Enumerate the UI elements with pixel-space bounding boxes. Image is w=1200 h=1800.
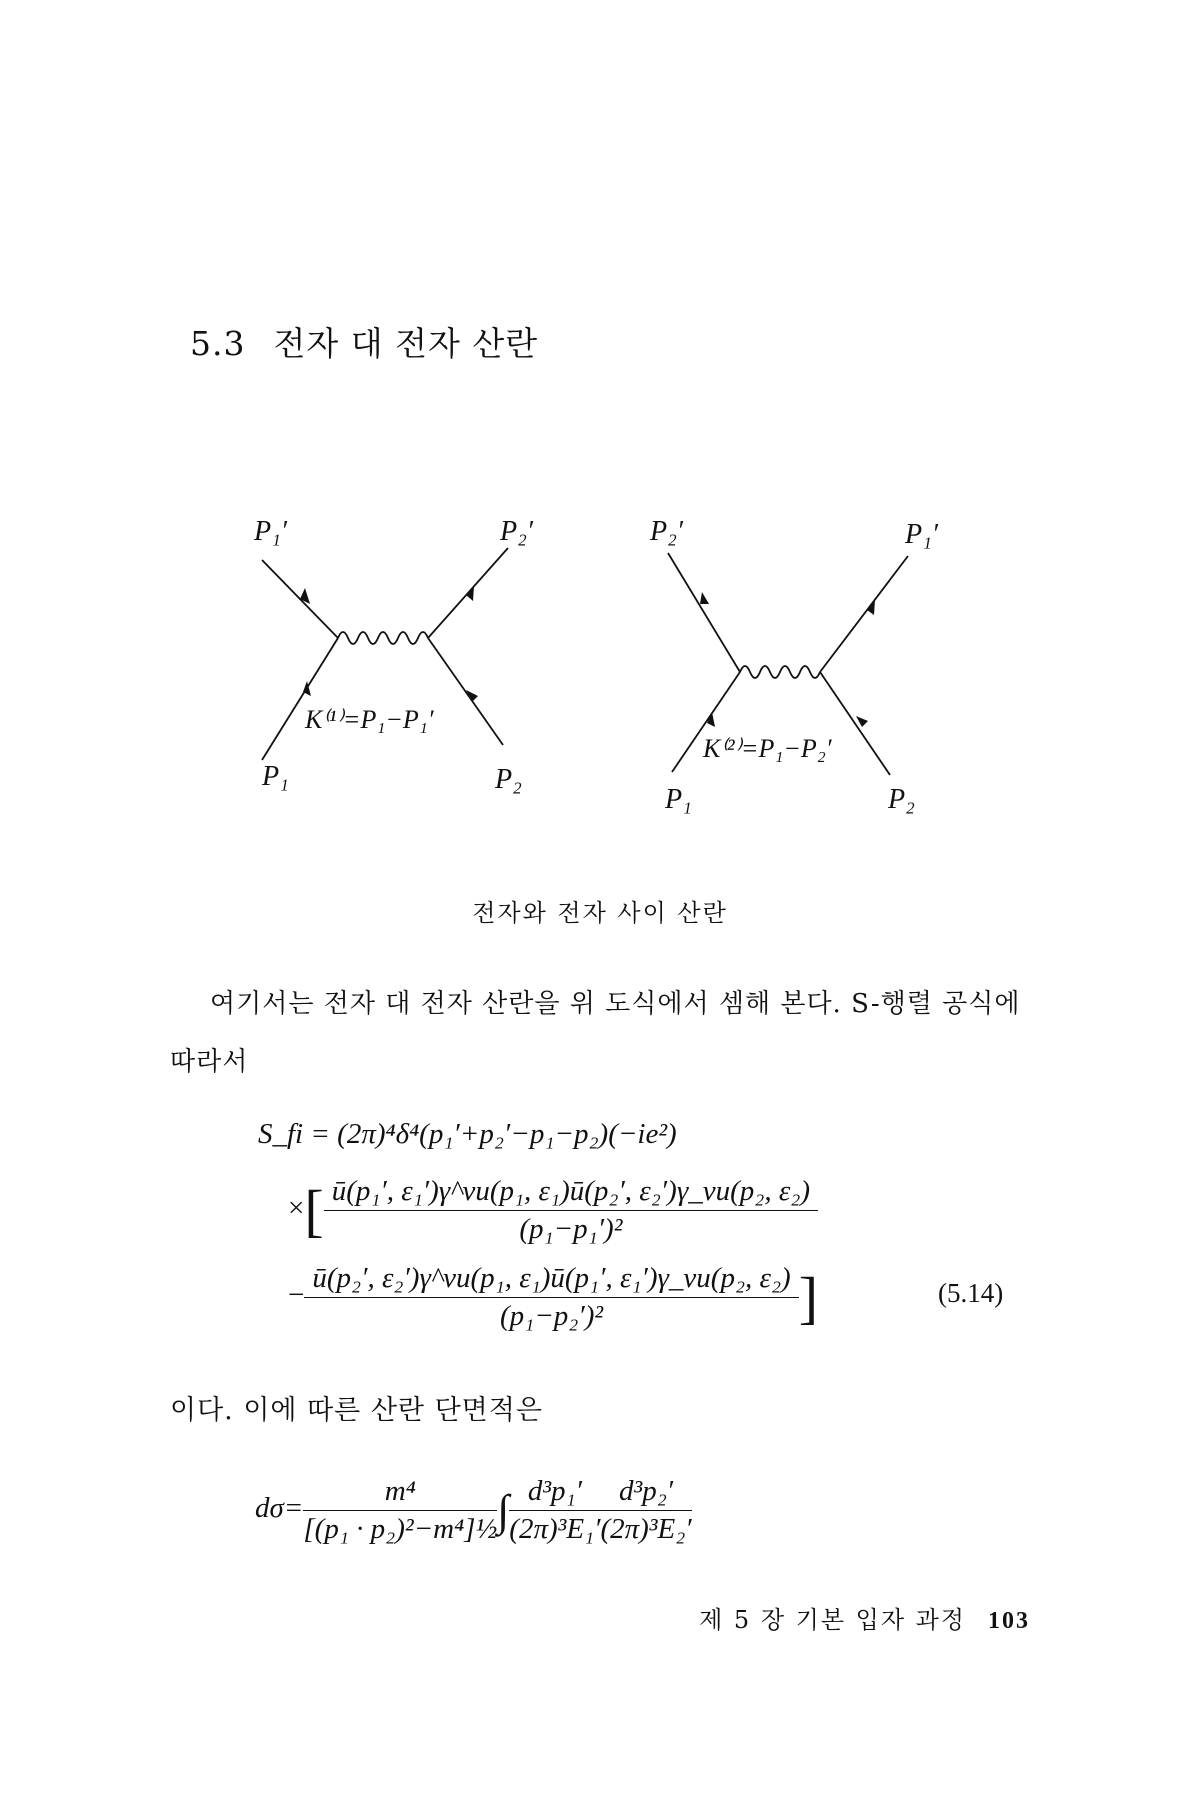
photon-wavy-line-left [338, 632, 428, 644]
fraction-1-numerator: m⁴ [303, 1475, 497, 1511]
cross-section-fraction-1 [303, 1475, 497, 1546]
equation-term-2: − $\frac{\text{ū(p₂′, ε₂′)γ\textasciicircum{}νu(p₁, ε₁)ū(p₁′, ε₁′)γ\_νu(p₂, ε₂)}}{\text{(p₁−p₂′)²}}$ ] [288, 1262, 819, 1332]
section-number: 5.3 [190, 324, 246, 363]
photon-wavy-line-right [740, 666, 820, 678]
feynman-diagrams [0, 0, 1200, 880]
fraction-2-numerator: d³p₁′ [509, 1475, 600, 1511]
fraction-1-denominator: [(p₁ · p₂)²−m⁴]½ [303, 1513, 498, 1545]
fraction-term-2 [304, 1262, 798, 1333]
diagram-right [649, 516, 939, 815]
term-1-denominator: (p₁−p₁′)² [519, 1213, 623, 1245]
term-2-numerator: ū(p₂′, ε₂′)γ^νu(p₁, ε₁)ū(p₁′, ε₁′)γ_νu(p₂, ε₂) [304, 1262, 798, 1298]
electron-line-top-right [820, 556, 908, 672]
electron-line-top-left [668, 553, 740, 672]
term-2-denominator: (p₁−p₂′)² [499, 1300, 604, 1332]
fraction-term-1 [324, 1175, 818, 1246]
fraction-3-numerator: d³p₂′ [600, 1475, 691, 1511]
right-bracket: ] [798, 1265, 819, 1330]
label-bottom-right: P₂ [888, 784, 915, 815]
left-bracket: [ [304, 1178, 324, 1243]
fraction-3-denominator: (2π)³E₂′ [600, 1513, 692, 1545]
momentum-label-right: K⁽²⁾=P₁−P₂′ [703, 734, 832, 763]
electron-line-bottom-right [428, 638, 503, 745]
equation-term-1: ×[ $\frac{\text{ū(p₁′, ε₁′)γ\textasciicircum{}νu(p₁, ε₁)ū(p₂′, ε₂′)γ\_νu(p₂, ε₂)}}{\text{(p₁−p₁′)²}}$ [288, 1175, 818, 1246]
label-top-right: P₁′ [905, 519, 938, 550]
cross-section-fraction-2 [509, 1475, 600, 1546]
section-title: 전자 대 전자 산란 [273, 324, 539, 363]
term-1-numerator: ū(p₁′, ε₁′)γ^νu(p₁, ε₁)ū(p₂′, ε₂′)γ_νu(p₂, ε₂) [324, 1175, 818, 1211]
label-bottom-left: P₁ [665, 784, 692, 815]
momentum-label-left: K⁽¹⁾=P₁−P₁′ [305, 705, 434, 734]
page-footer [699, 1600, 1030, 1635]
arrow-bottom-right [856, 716, 868, 727]
cross-section-fraction-3 [600, 1475, 691, 1546]
label-bottom-right: P₂ [495, 764, 522, 795]
diagram-left [253, 516, 534, 795]
paragraph-1 [170, 975, 1030, 1091]
paragraph-1-text: 여기서는 전자 대 전자 산란을 위 도식에서 셈해 본다. S-행렬 공식에 따라서 [170, 989, 1021, 1077]
integral-sign: ∫ [497, 1486, 510, 1535]
figure-caption: 전자와 전자 사이 산란 [472, 899, 728, 927]
label-top-left: P₂′ [650, 516, 683, 547]
paragraph-2: 이다. 이에 따른 산란 단면적은 [170, 1395, 543, 1426]
label-top-left: P₁′ [254, 516, 287, 547]
chapter-title: 제 5 장 기본 입자 과정 [699, 1606, 966, 1634]
equation-line-1: S_fi = (2π)⁴δ⁴(p₁′+p₂′−p₁−p₂)(−ie²) [258, 1118, 677, 1150]
page-number: 103 [988, 1608, 1030, 1634]
arrow-top-left [700, 592, 709, 604]
electron-line-bottom-left [262, 638, 338, 760]
cross-section-lhs: dσ= [255, 1492, 304, 1525]
label-top-right: P₂′ [500, 516, 533, 547]
label-bottom-left: P₁ [262, 761, 289, 792]
cross-section-equation [255, 1475, 692, 1546]
fraction-2-denominator: (2π)³E₁′ [509, 1513, 601, 1545]
equation-number: (5.14) [938, 1278, 1004, 1308]
